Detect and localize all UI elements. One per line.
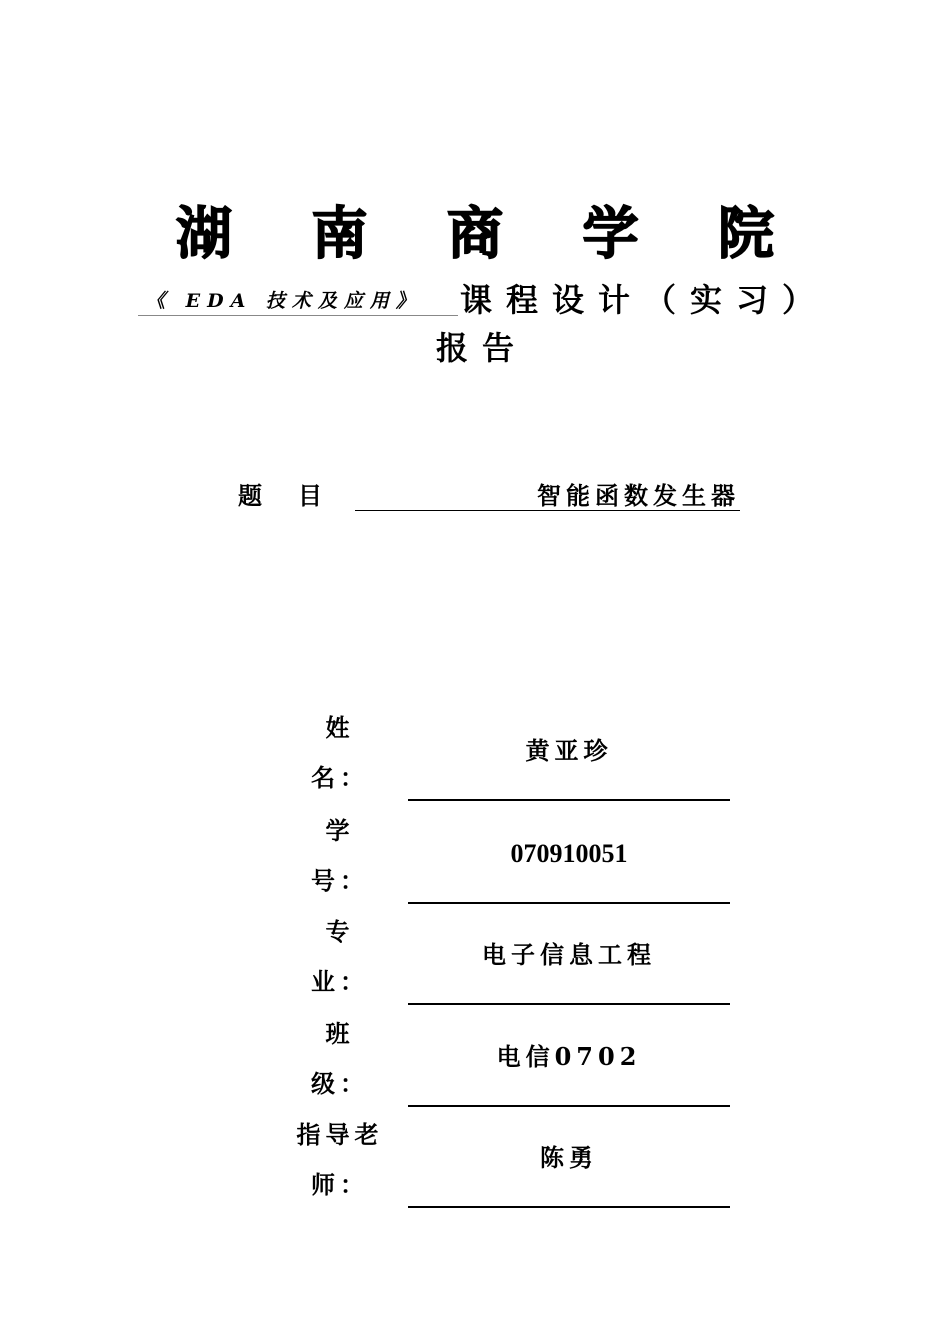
- course-name: 《 EDA 技术及应用》: [138, 288, 458, 316]
- info-label-line2: 号：: [311, 866, 369, 895]
- info-label-line2: 业：: [311, 967, 369, 996]
- info-row-student-id: [290, 806, 740, 909]
- info-label: [290, 703, 390, 803]
- info-label-line1: 专: [325, 917, 355, 946]
- info-label-line1: 学: [325, 816, 355, 845]
- info-label: [290, 1110, 390, 1210]
- info-label: [290, 907, 390, 1007]
- topic-label: 题目: [238, 481, 358, 510]
- info-label-line1: 指导老: [296, 1120, 384, 1149]
- school-title: 湖 南 商 学 院: [176, 201, 804, 267]
- report-word: 报告: [435, 329, 528, 367]
- info-value-major: 电子信息工程: [408, 907, 730, 1005]
- info-label-line1: 班: [325, 1019, 355, 1048]
- info-row-name: [290, 703, 740, 806]
- info-label: [290, 1009, 390, 1109]
- info-label-line1: 姓: [325, 713, 355, 742]
- info-label-line2: 级：: [311, 1069, 369, 1098]
- course-suffix: 课程设计（实习）: [460, 281, 829, 319]
- info-value-class: 电信0702: [408, 1009, 730, 1107]
- info-row-major: [290, 907, 740, 1010]
- info-label-line2: 名：: [311, 763, 369, 792]
- info-label: [290, 806, 390, 906]
- info-label-line2: 师：: [311, 1170, 369, 1199]
- info-row-class: [290, 1009, 740, 1112]
- info-row-advisor: [290, 1110, 740, 1213]
- info-value-advisor: 陈勇: [408, 1110, 730, 1208]
- topic-value: 智能函数发生器: [355, 478, 740, 511]
- info-value-student-id: 070910051: [408, 806, 730, 904]
- info-value-name: 黄亚珍: [408, 703, 730, 801]
- course-title-line: [138, 280, 858, 324]
